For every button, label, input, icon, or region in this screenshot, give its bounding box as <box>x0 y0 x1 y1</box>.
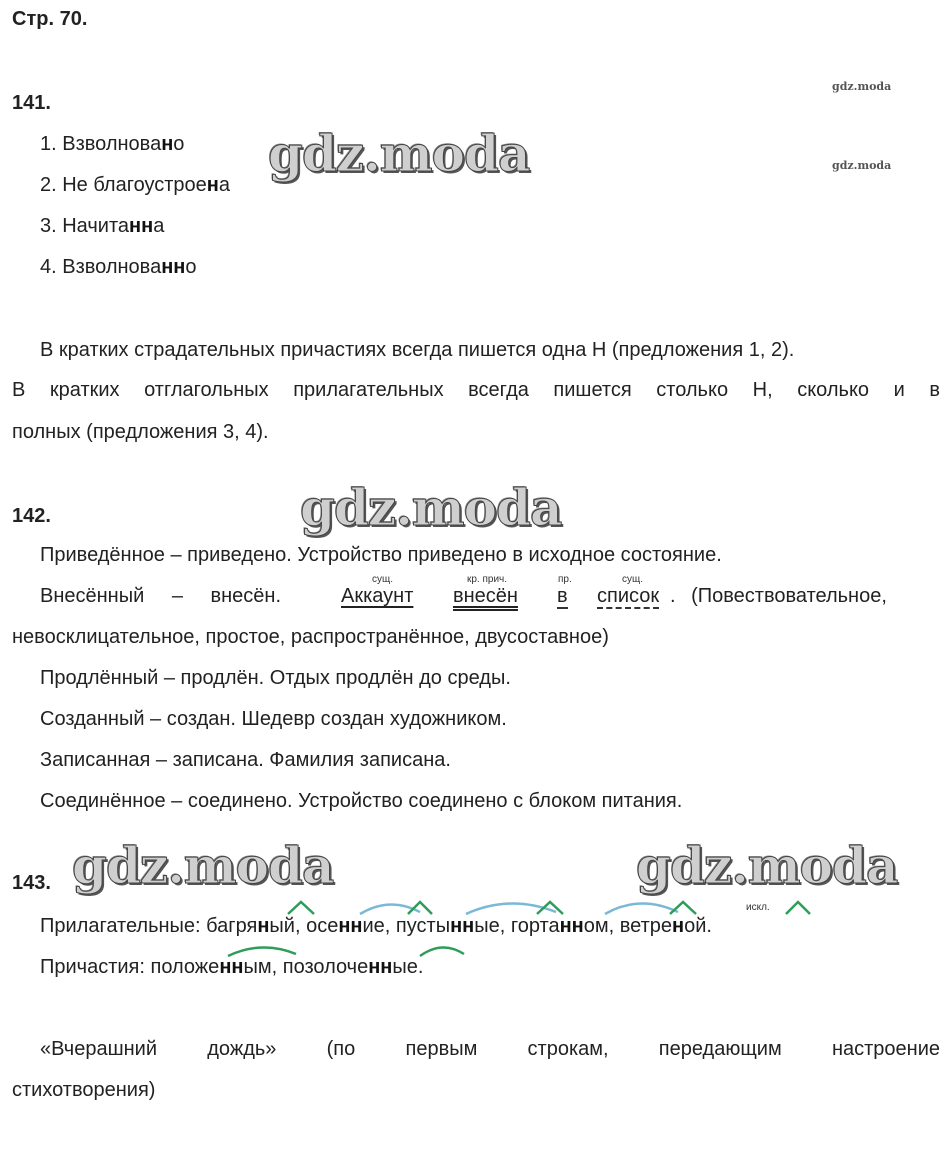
watermark-large: gdz.moda <box>268 124 530 183</box>
exercise-number-142: 142. <box>12 505 51 527</box>
predicate-word: внесён <box>453 585 518 607</box>
sentence-line: Созданный – создан. Шедевр создан художником. <box>40 708 507 730</box>
exercise-number-141: 141. <box>12 92 51 114</box>
adjectives-line: Прилагательные: багряный, осенние, пустынные, гортанном, ветреной. <box>40 915 712 937</box>
pos-tag: сущ. <box>622 574 644 585</box>
watermark-small: gdz.moda <box>832 159 892 172</box>
title-line: «Вчерашний дождь» (по первым строкам, передающим настроение <box>40 1038 940 1060</box>
explanation-line: В кратких отглагольных прилагательных всегда пишется столько Н, сколько и в <box>12 379 940 401</box>
watermark-small: gdz.moda <box>832 80 892 93</box>
exception-tag: искл. <box>746 902 770 913</box>
list-item: 4. Взволнованно <box>40 256 197 278</box>
page-header: Стр. 70. <box>12 8 88 30</box>
pos-tag: кр. прич. <box>467 574 508 585</box>
object-word: список <box>597 585 660 607</box>
sentence-line: Продлённый – продлён. Отдых продлён до среды. <box>40 667 511 689</box>
sentence-line: Приведённое – приведено. Устройство приведено в исходное состояние. <box>40 544 722 566</box>
watermark-large: gdz.moda <box>72 836 334 895</box>
explanation-line: В кратких страдательных причастиях всегда пишется одна Н (предложения 1, 2). <box>40 339 795 361</box>
preposition-word: в <box>557 585 568 607</box>
sentence-line: невосклицательное, простое, распространённое, двусоставное) <box>12 626 609 648</box>
list-item: 3. Начитанна <box>40 215 165 237</box>
subject-word: Аккаунт <box>341 585 414 607</box>
list-item: 2. Не благоустроена <box>40 174 230 196</box>
explanation-line: полных (предложения 3, 4). <box>12 421 269 443</box>
watermark-large: gdz.moda <box>636 836 898 895</box>
pos-tag: пр. <box>558 574 572 585</box>
title-line: стихотворения) <box>12 1079 156 1101</box>
sentence-line: Записанная – записана. Фамилия записана. <box>40 749 451 771</box>
list-item: 1. Взволновано <box>40 133 185 155</box>
participles-line: Причастия: положенным, позолоченные. <box>40 956 424 978</box>
sentence-line: Соединённое – соединено. Устройство соединено с блоком питания. <box>40 790 683 812</box>
sentence-line: Внесённый – внесён. <box>40 585 282 607</box>
pos-tag: сущ. <box>372 574 394 585</box>
watermark-large: gdz.moda <box>300 478 562 537</box>
sentence-tail: . (Повествовательное, <box>670 585 887 607</box>
exercise-number-143: 143. <box>12 872 51 894</box>
